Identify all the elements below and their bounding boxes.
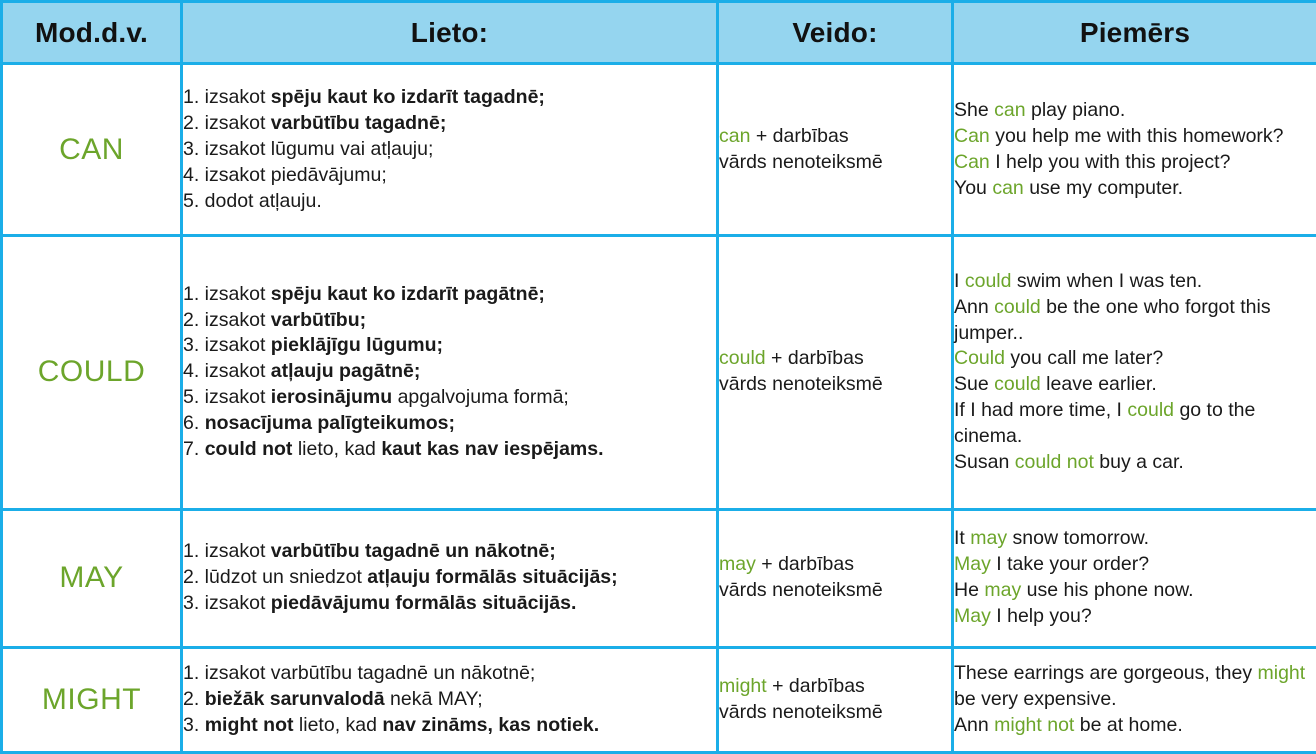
example-list	[953, 648, 1316, 753]
example-list	[953, 509, 1316, 648]
list-item: 2. izsakot varbūtību;	[183, 308, 367, 331]
list-item: 4. izsakot piedāvājumu;	[183, 163, 387, 186]
list-item: 2. izsakot varbūtību tagadnē;	[183, 111, 447, 134]
table-header	[2, 2, 1316, 64]
modal-verb-name: CAN	[2, 64, 182, 236]
list-item: Can you help me with this homework?	[954, 124, 1284, 147]
list-item: 3. izsakot lūgumu vai atļauju;	[183, 137, 434, 160]
list-item: 1. izsakot spēju kaut ko izdarīt tagadnē;	[183, 85, 545, 108]
list-item: Could you call me later?	[954, 347, 1164, 370]
list-item: Can I help you with this project?	[954, 150, 1231, 173]
column-header-modal: Mod.d.v.	[2, 2, 182, 64]
usage-list	[182, 236, 718, 509]
list-item: 2. lūdzot un sniedzot atļauju formālās situācijās;	[183, 566, 618, 589]
list-item: 1. izsakot varbūtību tagadnē un nākotnē;	[183, 662, 536, 685]
list-item: May I help you?	[954, 605, 1092, 628]
form-description: might + darbības vārds nenoteiksmē	[718, 648, 953, 753]
list-item: Ann could be the one who forgot this jumper..	[954, 295, 1271, 344]
modal-verb-name: MAY	[2, 509, 182, 648]
list-item: 1. izsakot varbūtību tagadnē un nākotnē;	[183, 540, 556, 563]
column-header-usage: Lieto:	[182, 2, 718, 64]
usage-list	[182, 648, 718, 753]
table-row	[2, 509, 1316, 648]
list-item: Ann might not be at home.	[954, 714, 1183, 736]
list-item: 3. izsakot pieklājīgu lūgumu;	[183, 334, 444, 357]
column-header-form: Veido:	[718, 2, 953, 64]
list-item: 6. nosacījuma palīgteikumos;	[183, 412, 455, 435]
table-row	[2, 236, 1316, 509]
form-description: could + darbības vārds nenoteiksmē	[718, 236, 953, 509]
form-description: may + darbības vārds nenoteiksmē	[718, 509, 953, 648]
table-row	[2, 64, 1316, 236]
list-item: These earrings are gorgeous, they might be very expensive.	[954, 662, 1306, 711]
list-item: 7. could not lieto, kad kaut kas nav iespējams.	[183, 438, 604, 461]
example-list	[953, 64, 1316, 236]
list-item: 4. izsakot atļauju pagātnē;	[183, 360, 421, 383]
list-item: He may use his phone now.	[954, 579, 1194, 602]
list-item: If I had more time, I could go to the cinema.	[954, 399, 1256, 448]
table-body	[2, 64, 1316, 753]
list-item: Susan could not buy a car.	[954, 451, 1184, 474]
list-item: 3. izsakot piedāvājumu formālās situācijās.	[183, 592, 577, 615]
usage-list	[182, 509, 718, 648]
table-row	[2, 648, 1316, 753]
list-item: Sue could leave earlier.	[954, 373, 1157, 396]
usage-list	[182, 64, 718, 236]
list-item: 2. biežāk sarunvalodā nekā MAY;	[183, 688, 483, 711]
list-item: 5. dodot atļauju.	[183, 189, 322, 212]
list-item: She can play piano.	[954, 98, 1126, 121]
column-header-example: Piemērs	[953, 2, 1316, 64]
list-item: May I take your order?	[954, 553, 1150, 576]
modal-verb-name: COULD	[2, 236, 182, 509]
form-description: can + darbības vārds nenoteiksmē	[718, 64, 953, 236]
header-row	[2, 2, 1316, 64]
modal-verb-name: MIGHT	[2, 648, 182, 753]
list-item: It may snow tomorrow.	[954, 527, 1150, 550]
list-item: 3. might not lieto, kad nav zināms, kas notiek.	[183, 714, 600, 736]
list-item: I could swim when I was ten.	[954, 269, 1203, 292]
example-list	[953, 236, 1316, 509]
list-item: 5. izsakot ierosinājumu apgalvojuma formā;	[183, 386, 569, 409]
list-item: 1. izsakot spēju kaut ko izdarīt pagātnē;	[183, 282, 545, 305]
list-item: You can use my computer.	[954, 176, 1184, 199]
